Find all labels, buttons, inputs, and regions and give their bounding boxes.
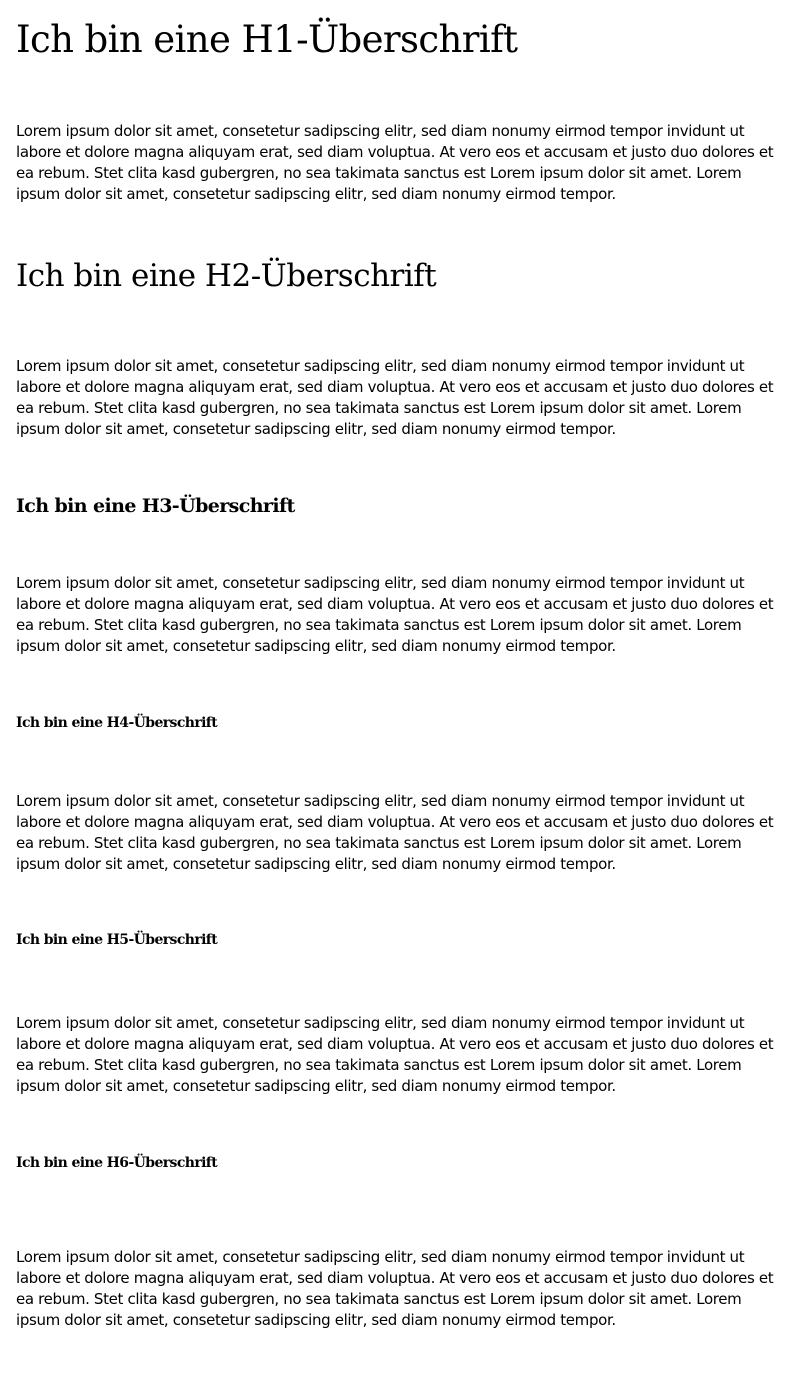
heading-h2: Ich bin eine H2-Überschrift	[16, 258, 437, 294]
paragraph: Lorem ipsum dolor sit amet, consetetur sadipscing elitr, sed diam nonumy eirmod tempor invidunt ut labore et dolore magna aliquyam erat, sed diam voluptua. At vero eos et accusam et justo duo dolores et ea rebum. Stet clita kasd gubergren, no sea takimata sanctus est Lorem ipsum dolor sit amet. Lorem ipsum dolor sit amet, consetetur sadipscing elitr, sed diam nonumy eirmod tempor.	[16, 1248, 774, 1329]
heading-h3: Ich bin eine H3-Überschrift	[16, 495, 295, 517]
paragraph: Lorem ipsum dolor sit amet, consetetur sadipscing elitr, sed diam nonumy eirmod tempor invidunt ut labore et dolore magna aliquyam erat, sed diam voluptua. At vero eos et accusam et justo duo dolores et ea rebum. Stet clita kasd gubergren, no sea takimata sanctus est Lorem ipsum dolor sit amet. Lorem ipsum dolor sit amet, consetetur sadipscing elitr, sed diam nonumy eirmod tempor.	[16, 792, 774, 873]
paragraph: Lorem ipsum dolor sit amet, consetetur sadipscing elitr, sed diam nonumy eirmod tempor invidunt ut labore et dolore magna aliquyam erat, sed diam voluptua. At vero eos et accusam et justo duo dolores et ea rebum. Stet clita kasd gubergren, no sea takimata sanctus est Lorem ipsum dolor sit amet. Lorem ipsum dolor sit amet, consetetur sadipscing elitr, sed diam nonumy eirmod tempor.	[16, 1014, 774, 1095]
heading-h6: Ich bin eine H6-Überschrift	[16, 1155, 218, 1171]
heading-h5: Ich bin eine H5-Überschrift	[16, 932, 218, 948]
paragraph: Lorem ipsum dolor sit amet, consetetur sadipscing elitr, sed diam nonumy eirmod tempor invidunt ut labore et dolore magna aliquyam erat, sed diam voluptua. At vero eos et accusam et justo duo dolores et ea rebum. Stet clita kasd gubergren, no sea takimata sanctus est Lorem ipsum dolor sit amet. Lorem ipsum dolor sit amet, consetetur sadipscing elitr, sed diam nonumy eirmod tempor.	[16, 122, 774, 203]
paragraph: Lorem ipsum dolor sit amet, consetetur sadipscing elitr, sed diam nonumy eirmod tempor invidunt ut labore et dolore magna aliquyam erat, sed diam voluptua. At vero eos et accusam et justo duo dolores et ea rebum. Stet clita kasd gubergren, no sea takimata sanctus est Lorem ipsum dolor sit amet. Lorem ipsum dolor sit amet, consetetur sadipscing elitr, sed diam nonumy eirmod tempor.	[16, 574, 774, 655]
heading-h1: Ich bin eine H1-Überschrift	[16, 18, 518, 61]
heading-h4: Ich bin eine H4-Überschrift	[16, 715, 218, 731]
paragraph: Lorem ipsum dolor sit amet, consetetur sadipscing elitr, sed diam nonumy eirmod tempor invidunt ut labore et dolore magna aliquyam erat, sed diam voluptua. At vero eos et accusam et justo duo dolores et ea rebum. Stet clita kasd gubergren, no sea takimata sanctus est Lorem ipsum dolor sit amet. Lorem ipsum dolor sit amet, consetetur sadipscing elitr, sed diam nonumy eirmod tempor.	[16, 357, 774, 438]
